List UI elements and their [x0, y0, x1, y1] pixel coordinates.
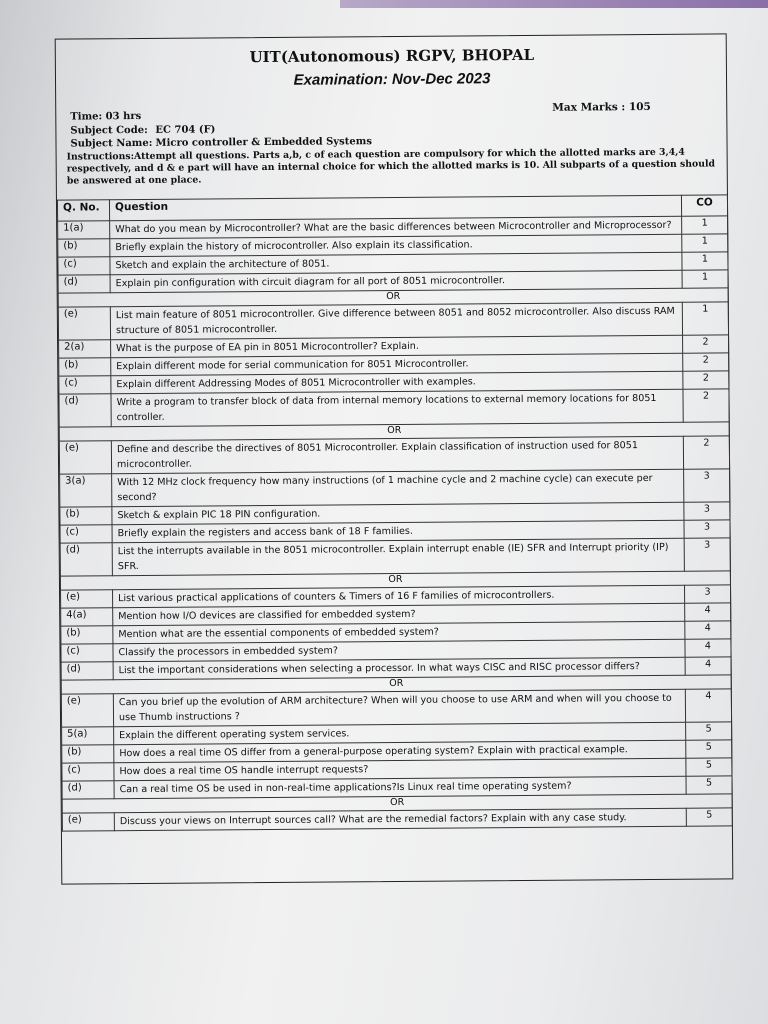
question-text: List the interrupts available in the 8051 microcontroller. Explain interrupt enable (IE) SFR and Interrupt priority (IP) SFR. [112, 538, 684, 575]
background-strip [340, 0, 768, 8]
question-number: (e) [61, 590, 113, 608]
question-text: Mention how I/O devices are classified for embedded system? [113, 603, 685, 625]
or-label: OR [58, 288, 728, 307]
question-row [62, 808, 732, 831]
question-number: (c) [60, 525, 112, 543]
question-text: With 12 MHz clock frequency how many instructions (of 1 machine cycle and 2 machine cycle) can execute per second? [112, 469, 684, 506]
subject-name: Micro controller & Embedded Systems [155, 136, 372, 149]
course-outcome: 4 [685, 639, 731, 657]
question-row [61, 689, 731, 727]
question-number: (b) [62, 745, 114, 763]
col-header-question: Question [109, 195, 681, 220]
question-text: Explain the different operating system services. [114, 722, 686, 744]
question-text: List various practical applications of counters & Timers of 16 F families of microcontrollers. [113, 585, 685, 607]
course-outcome: 5 [686, 808, 732, 826]
question-number: (e) [61, 694, 113, 727]
question-number: (d) [61, 662, 113, 680]
col-header-co: CO [681, 195, 727, 216]
question-text: Mention what are the essential components of embedded system? [113, 621, 685, 643]
course-outcome: 2 [683, 371, 729, 389]
course-outcome: 2 [683, 436, 729, 469]
course-outcome: 5 [686, 758, 732, 776]
question-text: Discuss your views on Interrupt sources call? What are the remedial factors? Explain with any case study. [114, 808, 686, 830]
course-outcome: 4 [685, 621, 731, 639]
course-outcome: 3 [684, 538, 730, 571]
question-text: What do you mean by Microcontroller? What are the basic differences between Microcontroller and Microprocessor? [110, 216, 682, 238]
question-number: (b) [59, 358, 111, 376]
question-text: Explain different Addressing Modes of 8051 Microcontroller with examples. [111, 371, 683, 393]
question-text: Can you brief up the evolution of ARM architecture? When will you choose to use ARM and when will you choose to use Thumb instructions ? [113, 689, 685, 726]
course-outcome: 1 [682, 302, 728, 335]
question-row [59, 436, 729, 474]
question-text: Write a program to transfer block of data from internal memory locations to external memory locations for 8051 controller. [111, 389, 683, 426]
course-outcome: 1 [682, 234, 728, 252]
question-text: Classify the processors in embedded system? [113, 639, 685, 661]
question-text: Briefly explain the registers and access bank of 18 F families. [112, 520, 684, 542]
course-outcome: 2 [683, 389, 729, 422]
question-text: Briefly explain the history of microcontroller. Also explain its classification. [110, 234, 682, 256]
or-label: OR [61, 675, 731, 694]
course-outcome: 5 [686, 722, 732, 740]
subject-code: EC 704 (F) [155, 124, 216, 136]
subject-code-row [70, 124, 215, 136]
course-outcome: 4 [685, 603, 731, 621]
question-number: (e) [62, 813, 114, 831]
question-number: 4(a) [61, 608, 113, 626]
question-text: Can a real time OS be used in non-real-time applications?Is Linux real time operating system? [114, 776, 686, 798]
question-number: (c) [62, 763, 114, 781]
question-text: Sketch & explain PIC 18 PIN configuration. [112, 502, 684, 524]
course-outcome: 3 [685, 585, 731, 603]
question-number: (c) [58, 257, 110, 275]
questions-table [57, 194, 733, 831]
course-outcome: 2 [683, 335, 729, 353]
course-outcome: 3 [684, 520, 730, 538]
exam-title: Examination: Nov-Dec 2023 [293, 70, 491, 89]
question-number: 2(a) [59, 340, 111, 358]
question-number: (b) [58, 239, 110, 257]
course-outcome: 3 [684, 502, 730, 520]
course-outcome: 1 [682, 270, 728, 288]
question-text: Define and describe the directives of 8051 Microcontroller. Explain classification of instruction used for 8051 microcontroller. [111, 436, 683, 473]
question-number: (e) [58, 307, 110, 340]
course-outcome: 1 [682, 252, 728, 270]
question-number: (b) [61, 626, 113, 644]
question-number: 1(a) [58, 221, 110, 239]
question-number: 5(a) [62, 727, 114, 745]
question-text: Explain different mode for serial communication for 8051 Microcontroller. [111, 353, 683, 375]
subject-name-label: Subject Name: [70, 137, 153, 150]
or-label: OR [60, 571, 730, 590]
question-row [59, 389, 729, 427]
col-header-qno: Q. No. [57, 200, 109, 221]
subject-name-row [70, 136, 371, 149]
question-number: (d) [58, 275, 110, 293]
course-outcome: 4 [685, 657, 731, 675]
question-text: Sketch and explain the architecture of 8051. [110, 252, 682, 274]
question-text: Explain pin configuration with circuit diagram for all port of 8051 microcontroller. [110, 270, 682, 292]
instructions: Instructions:Attempt all questions. Parts a,b, c of each question are compulsory for which the allotted marks are 3,4,4 respectively, and d & e part will have an internal choice for which the allotted marks is 10. All subparts of a question should be answered at one place. [66, 146, 716, 187]
question-number: (d) [62, 781, 114, 799]
course-outcome: 3 [684, 469, 730, 502]
questions-body [58, 216, 733, 831]
question-row [58, 302, 728, 340]
question-text: How does a real time OS handle interrupt requests? [114, 758, 686, 780]
question-text: How does a real time OS differ from a general-purpose operating system? Explain with practical example. [114, 740, 686, 762]
question-paper [55, 33, 734, 884]
max-marks: Max Marks : 105 [552, 100, 651, 114]
course-outcome: 2 [683, 353, 729, 371]
question-number: (d) [60, 543, 112, 576]
question-text: List the important considerations when selecting a processor. In what ways CISC and RISC processor differs? [113, 657, 685, 679]
question-number: (c) [61, 644, 113, 662]
question-number: (b) [60, 507, 112, 525]
question-row [60, 469, 730, 507]
question-text: What is the purpose of EA pin in 8051 Microcontroller? Explain. [111, 335, 683, 357]
question-number: (c) [59, 376, 111, 394]
paper-header [56, 34, 729, 199]
time-allowed: Time: 03 hrs [70, 110, 142, 123]
course-outcome: 4 [685, 689, 731, 722]
question-row [60, 538, 730, 576]
or-label: OR [62, 794, 732, 813]
question-number: (e) [59, 441, 111, 474]
question-text: List main feature of 8051 microcontroller. Give difference between 8051 and 8052 microcontroller. Also discuss RAM structure of 8051 microcontroller. [110, 302, 682, 339]
course-outcome: 5 [686, 776, 732, 794]
course-outcome: 5 [686, 740, 732, 758]
question-number: 3(a) [60, 474, 112, 507]
course-outcome: 1 [682, 216, 728, 234]
or-label: OR [59, 422, 729, 441]
institute-name: UIT(Autonomous) RGPV, BHOPAL [249, 45, 535, 67]
question-number: (d) [59, 394, 111, 427]
subject-code-label: Subject Code: [70, 124, 148, 137]
